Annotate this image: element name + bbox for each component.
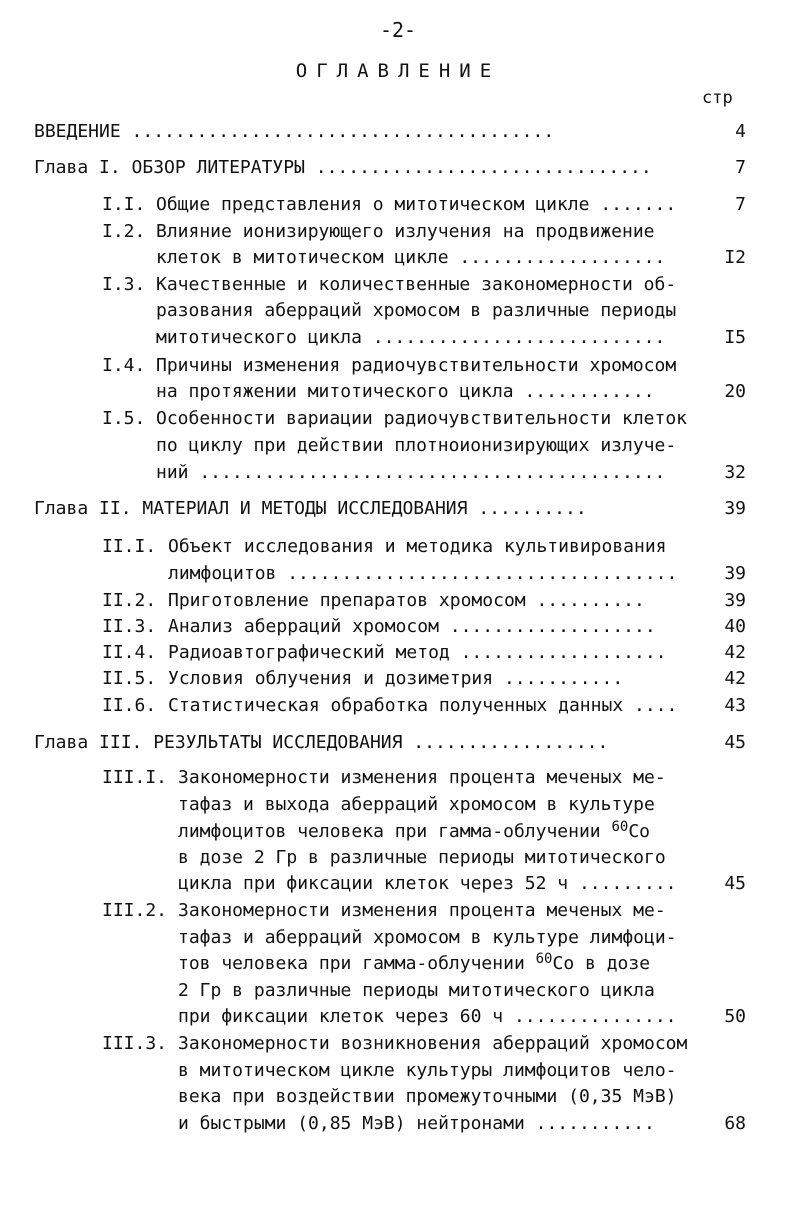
section-title-line: в дозе [585, 953, 651, 974]
toc-page-number: 39 [724, 590, 746, 611]
section-title-line: тафаз и выхода аберраций хромосом в культуре [178, 794, 655, 815]
section-title-line: Влияние ионизирующего излучения на продвижение [156, 221, 655, 242]
section-title-line: в дозе 2 Гр в различные периоды митотического [178, 847, 666, 868]
toc-page-number: I2 [724, 247, 746, 268]
toc-entry-text: Глава II. МАТЕРИАЛ И МЕТОДЫ ИССЛЕДОВАНИЯ .......... [34, 498, 587, 519]
section-title-line: Анализ аберраций хромосом ................... [168, 616, 656, 637]
section-title-line: клеток в митотическом цикле ................... [156, 247, 666, 268]
toc-entry-text: ВВЕДЕНИЕ ....................................... [34, 121, 555, 142]
section-title-line: Закономерности изменения процента меченых ме- [178, 900, 666, 921]
toc-page-number: 40 [724, 616, 746, 637]
section-title-line: века при воздействии промежуточными (0,35 МэВ) [178, 1086, 677, 1107]
pages-column-label: стр [702, 88, 733, 108]
section-title-line: на протяжении митотического цикла ............ [156, 381, 655, 402]
section-title-line: лимфоцитов .................................... [168, 563, 678, 584]
section-title-line: Закономерности возникновения аберраций хромосом [178, 1033, 688, 1054]
section-title-line: Закономерности изменения процента меченых ме- [178, 767, 666, 788]
section-number: III.I. [102, 767, 168, 788]
section-number: I.I. [102, 194, 146, 215]
section-number: II.2. [102, 590, 157, 611]
toc-page-number: 43 [724, 695, 746, 716]
section-number: I.4. [102, 355, 146, 376]
section-title-line: Радиоавтографический метод ................... [168, 642, 667, 663]
toc-page-number: 42 [724, 642, 746, 663]
toc-page-number: 50 [724, 1006, 746, 1027]
toc-page-number: 39 [724, 498, 746, 519]
section-title-line: по циклу при действии плотноионизирующих излуче- [156, 435, 677, 456]
section-number: II.I. [102, 536, 157, 557]
section-title-line: Объект исследования и методика культивирования [168, 536, 667, 557]
toc-page-number: I5 [724, 327, 746, 348]
section-title-line: и быстрыми (0,85 МэВ) нейтронами ........... [178, 1113, 655, 1134]
section-title-line: ний ........................................... [156, 462, 666, 483]
section-title-line: тов человека при гамма-облучении [178, 953, 525, 974]
section-title-line: Условия облучения и дозиметрия ........... [168, 668, 624, 689]
section-number: II.6. [102, 695, 157, 716]
section-number: I.5. [102, 408, 146, 429]
section-title-line: Общие представления о митотическом цикле ....... [156, 194, 677, 215]
section-number: II.3. [102, 616, 157, 637]
section-title-line: Статистическая обработка полученных данных .... [168, 695, 678, 716]
toc-page-number: 20 [724, 381, 746, 402]
section-number: I.3. [102, 274, 146, 295]
isotope-element: Co [628, 821, 651, 842]
section-title-line: 2 Гр в различные периоды митотического цикла [178, 980, 655, 1001]
toc-page-number: 4 [735, 121, 746, 142]
section-title-line: цикла при фиксации клеток через 52 ч ......... [178, 873, 677, 894]
section-number: III.3. [102, 1033, 168, 1054]
toc-page-number: 68 [724, 1113, 746, 1134]
toc-page-number: 32 [724, 462, 746, 483]
toc-page-number: 45 [724, 873, 746, 894]
toc-page-number: 7 [735, 157, 746, 178]
section-number: I.2. [102, 221, 146, 242]
section-title-line: разования аберраций хромосом в различные периоды [156, 300, 677, 321]
section-title-line: Приготовление препаратов хромосом .......... [168, 590, 645, 611]
section-title-line: Качественные и количественные закономерности об- [156, 274, 677, 295]
toc-page-number: 39 [724, 563, 746, 584]
section-number: II.5. [102, 668, 157, 689]
isotope-element: Co [552, 953, 575, 974]
section-title-line: при фиксации клеток через 60 ч ............... [178, 1006, 677, 1027]
section-title-line: тафаз и аберраций хромосом в культуре лимфоци- [178, 927, 677, 948]
isotope-mass: 60 [535, 951, 553, 967]
toc-page-number: 42 [724, 668, 746, 689]
toc-page-number: 45 [724, 732, 746, 753]
isotope-mass: 60 [611, 819, 629, 835]
section-title-line: Причины изменения радиочувствительности хромосом [156, 355, 677, 376]
section-title-line: лимфоцитов человека при гамма-облучении [178, 821, 601, 842]
section-title-line: Особенности вариации радиочувствительности клеток [156, 408, 688, 429]
page-number: -2- [379, 18, 417, 42]
toc-entry-text: Глава III. РЕЗУЛЬТАТЫ ИССЛЕДОВАНИЯ .................. [34, 732, 609, 753]
section-number: III.2. [102, 900, 168, 921]
toc-entry-text: Глава I. ОБЗОР ЛИТЕРАТУРЫ ............................... [34, 157, 652, 178]
section-title-line: в митотическом цикле культуры лимфоцитов чело- [178, 1060, 677, 1081]
section-number: II.4. [102, 642, 157, 663]
section-title-line: митотического цикла ........................... [156, 327, 666, 348]
page-title: ОГЛАВЛЕНИЕ [295, 60, 501, 82]
toc-page-number: 7 [735, 194, 746, 215]
